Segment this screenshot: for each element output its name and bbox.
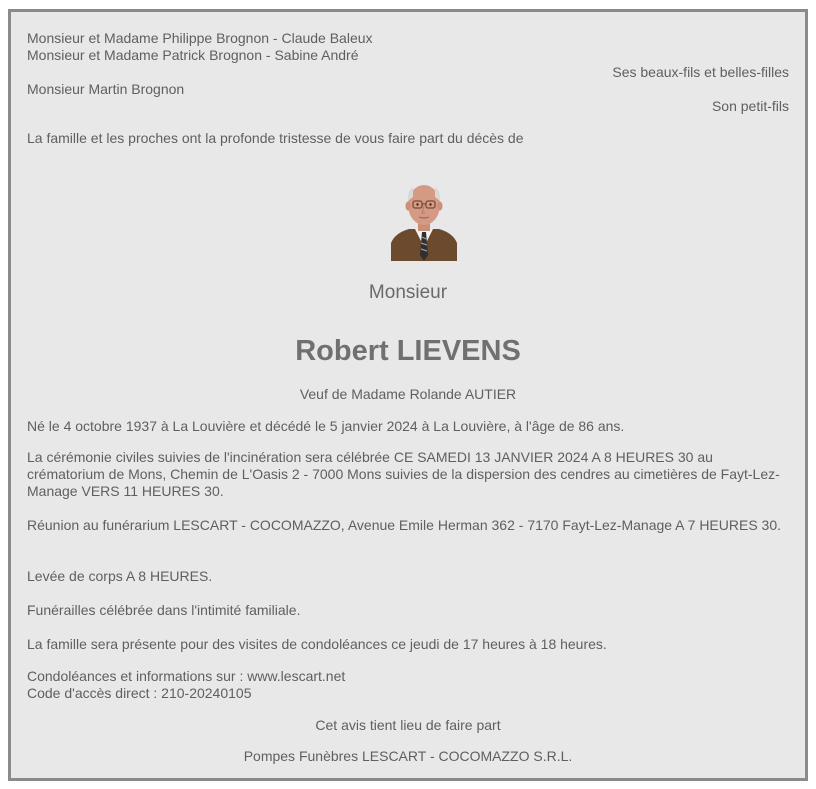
deceased-salutation: Monsieur xyxy=(368,282,448,303)
funerailles-text: Funérailles célébrée dans l'intimité familiale. xyxy=(27,602,301,618)
visits-text: La famille sera présente pour des visites de condoléances ce jeudi de 17 heures à 18 heures. xyxy=(27,636,607,652)
family-line-2: Monsieur et Madame Patrick Brognon - Sabine André xyxy=(27,47,359,63)
condolences-text: Condoléances et informations sur : www.lescart.net xyxy=(27,668,346,684)
notice-text: Cet avis tient lieu de faire part xyxy=(315,717,501,733)
ceremony-text: La cérémonie civiles suivies de l'incinération sera célébrée CE SAMEDI 13 JANVIER 2024 A 8 HEURES 30 au crématorium de Mons, Chemin de L'Oasis 2 - 7000 Mons suivies de la dispersion des cendres au cimetières de Fayt-Lez-Manage VERS 11 HEURES 30. xyxy=(27,449,780,499)
widow-of: Veuf de Madame Rolande AUTIER xyxy=(299,386,517,402)
levee-text: Levée de corps A 8 HEURES. xyxy=(27,568,213,584)
family-relation-1: Ses beaux-fils et belles-filles xyxy=(612,64,789,80)
family-relation-2: Son petit-fils xyxy=(711,98,789,114)
funeral-company: Pompes Funèbres LESCART - COCOMAZZO S.R.L. xyxy=(243,748,573,764)
deceased-photo xyxy=(391,177,457,261)
meeting-text: Réunion au funérarium LESCART - COCOMAZZO, Avenue Emile Herman 362 - 7170 Fayt-Lez-Manage A 7 HEURES 30. xyxy=(27,517,782,533)
family-line-3: Monsieur Martin Brognon xyxy=(27,81,185,97)
family-line-1: Monsieur et Madame Philippe Brognon - Claude Baleux xyxy=(27,30,373,46)
deceased-name: Robert LIEVENS xyxy=(295,335,521,367)
birth-death-text: Né le 4 octobre 1937 à La Louvière et décédé le 5 janvier 2024 à La Louvière, à l'âge de 86 ans. xyxy=(27,418,625,434)
intro-text: La famille et les proches ont la profonde tristesse de vous faire part du décès de xyxy=(27,130,524,146)
access-code-text: Code d'accès direct : 210-20240105 xyxy=(27,685,252,701)
death-notice-content xyxy=(27,12,789,778)
death-notice-frame xyxy=(8,9,808,781)
